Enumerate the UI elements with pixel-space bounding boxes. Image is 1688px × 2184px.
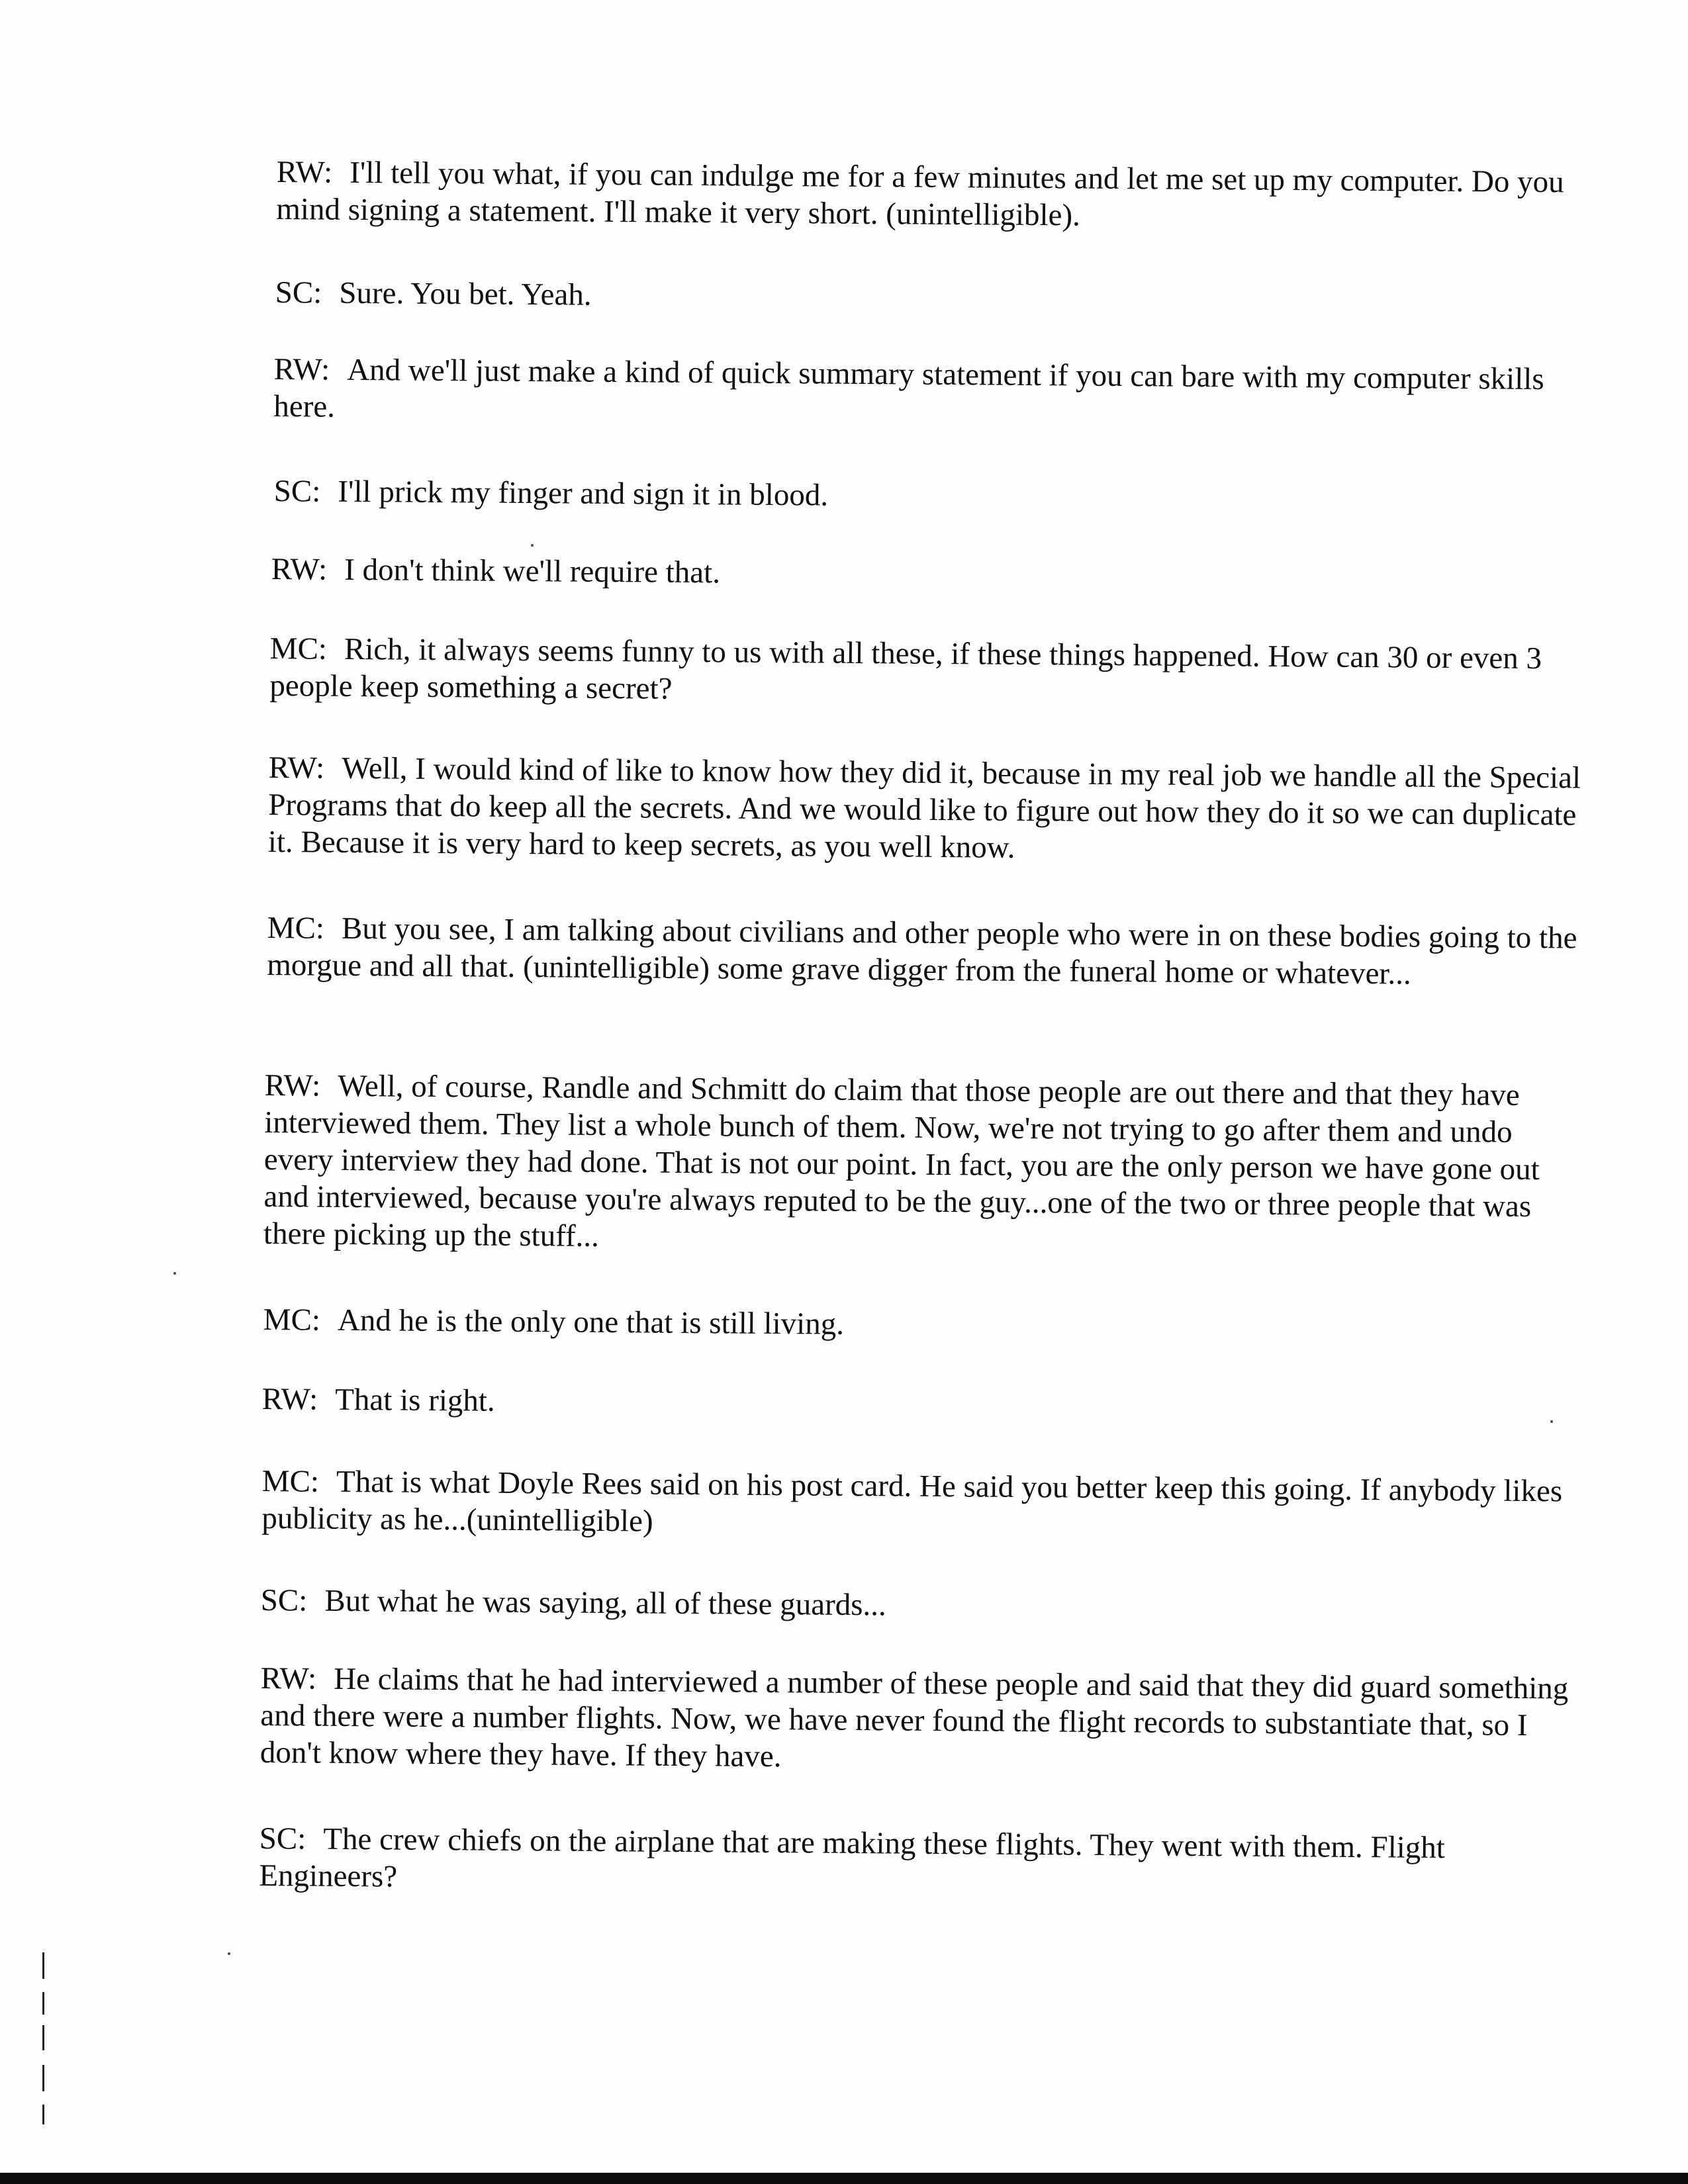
speaker-label: RW : [274, 352, 341, 387]
transcript-entry [267, 909, 1585, 994]
speaker-label: SC : [274, 474, 332, 509]
transcript-entry [261, 1582, 1578, 1629]
speaker-label: RW : [265, 1068, 332, 1103]
entry-text: And he is the only one that is still living. [337, 1302, 845, 1342]
entry-text: Well, of course, Randle and Schmitt do claim that those people are out there and that they have interviewed them. They list a whole bunch of them. Now, we're not trying to go after them and undo every interview they had done. That is not our point. In fact, you are the only person we have gone out and interviewed, because you're always reputed to be the guy...one of the two or three people that was there picking up the stuff... [263, 1068, 1540, 1253]
speaker-label: RW : [262, 1382, 329, 1417]
speaker-label: RW : [277, 155, 344, 190]
transcript-entry [271, 551, 1589, 598]
entry-text: But what he was saying, all of these guards... [324, 1583, 886, 1623]
scan-speck [228, 1952, 230, 1955]
scan-speck [1550, 1420, 1553, 1423]
transcript-entry [268, 749, 1586, 871]
transcript-entry [273, 351, 1591, 435]
speaker-label: MC : [270, 631, 338, 666]
scan-margin-mark [42, 1952, 44, 1979]
entry-text: But you see, I am talking about civilians and other people who were in on these bodies going to the morgue and all that. (unintelligible) some grave digger from the funeral home or whatever... [267, 911, 1577, 991]
transcript-entry [260, 1660, 1578, 1782]
entry-text: I'll prick my finger and sign it in blood. [338, 474, 829, 513]
scan-speck [531, 544, 534, 547]
speaker-label: RW : [271, 552, 338, 587]
scan-margin-mark [42, 1992, 44, 2015]
transcript-entry [263, 1067, 1582, 1263]
scan-margin-mark [42, 2105, 44, 2124]
transcript-entry [275, 274, 1593, 322]
scan-bottom-edge [0, 2173, 1688, 2184]
entry-text: That is right. [335, 1382, 495, 1418]
transcript-entry [269, 630, 1587, 715]
entry-text: And we'll just make a kind of quick summary statement if you can bare with my computer skills here. [273, 352, 1544, 424]
speaker-label: RW : [261, 1661, 328, 1696]
transcript-entry [261, 1463, 1579, 1547]
speaker-label: RW : [269, 751, 336, 786]
transcript-entry [259, 1820, 1577, 1905]
scan-margin-mark [42, 2025, 44, 2050]
entry-text: The crew chiefs on the airplane that are making these flights. They went with them. Flight Engineers? [259, 1821, 1446, 1894]
transcript-entry [263, 1301, 1581, 1349]
transcript-entry [262, 1381, 1579, 1428]
transcript-entry [274, 473, 1591, 520]
transcript-entry [276, 154, 1594, 238]
speaker-label: SC : [261, 1583, 318, 1618]
entry-text: I don't think we'll require that. [344, 552, 721, 590]
entry-text: He claims that he had interviewed a number of these people and said that they did guard something and there were a number flights. Now, we have never found the flight records to substantiate that, so I don't know where they have. If they have. [259, 1661, 1569, 1774]
entry-text: Rich, it always seems funny to us with all these, if these things happened. How can 30 or even 3 people keep something a secret? [269, 631, 1542, 706]
speaker-label: SC : [259, 1821, 317, 1856]
entry-text: Sure. You bet. Yeah. [339, 275, 592, 312]
scan-speck [173, 1272, 176, 1275]
speaker-label: SC : [275, 275, 333, 310]
entry-text: Well, I would kind of like to know how they did it, because in my real job we handle all the Special Programs that do keep all the secrets. And we would like to figure out how they do it so we can duplicate it. Because it is very hard to keep secrets, as you well know. [267, 751, 1581, 865]
entry-text: That is what Doyle Rees said on his post card. He said you better keep this going. If anybody likes publicity as he...(unintelligible) [261, 1464, 1563, 1539]
speaker-label: MC : [262, 1464, 330, 1499]
speaker-label: MC : [267, 911, 336, 946]
speaker-label: MC : [263, 1302, 332, 1338]
entry-text: I'll tell you what, if you can indulge me for a few minutes and let me set up my computer. Do you mind signing a statement. I'll make it very short. (unintelligible). [276, 155, 1564, 233]
scan-margin-mark [42, 2065, 44, 2091]
